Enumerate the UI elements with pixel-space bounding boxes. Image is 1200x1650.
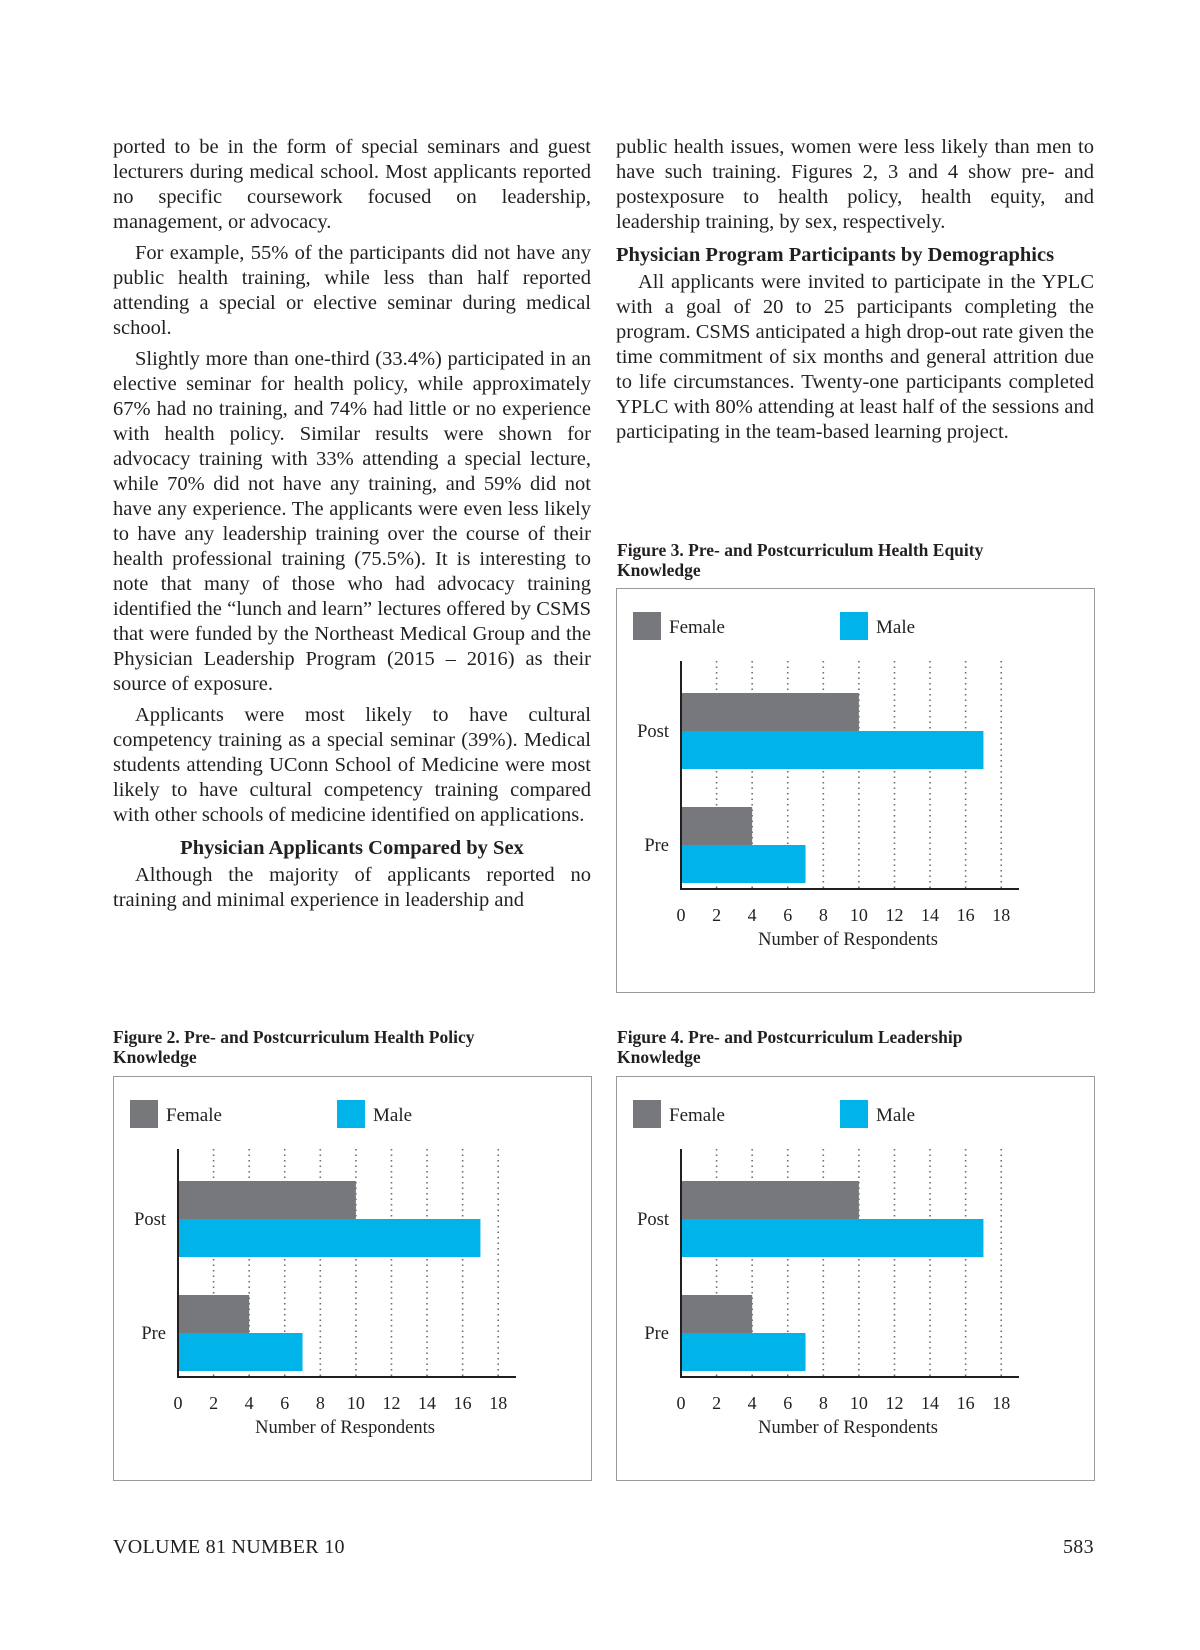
fig3-tick-label-0: 0 [676, 905, 686, 925]
fig4-bar-pre-female [681, 1295, 752, 1333]
left-text-column [113, 135, 591, 913]
fig4-tick-label-16: 16 [956, 1393, 975, 1413]
fig3-tick-label-16: 16 [956, 905, 975, 925]
fig2-bar-pre-male [178, 1333, 303, 1371]
fig3-x-axis-label: Number of Respondents [758, 930, 938, 950]
fig3-tick-label-8: 8 [818, 905, 828, 925]
fig2-tick-label-4: 4 [244, 1393, 254, 1413]
fig3-tick-label-10: 10 [849, 905, 868, 925]
fig4-category-label-post: Post [637, 1210, 669, 1230]
fig2-legend-label-female: Female [166, 1105, 222, 1126]
fig3-category-label-pre: Pre [644, 836, 669, 856]
fig4-x-axis-label: Number of Respondents [758, 1418, 938, 1438]
fig4-legend-swatch-female [633, 1100, 661, 1128]
fig4-legend-label-male: Male [876, 1105, 916, 1126]
fig4-svg [617, 1077, 1094, 1480]
fig2-bar-post-male [178, 1219, 480, 1257]
figure-4-chart [616, 1076, 1095, 1481]
fig2-tick-label-14: 14 [418, 1393, 437, 1413]
section-heading-participants-by-demographics: Physician Program Participants by Demographics [616, 244, 1055, 266]
fig3-category-label-post: Post [637, 722, 669, 742]
right-paragraph-2: All applicants were invited to participate in the YPLC with a goal of 20 to 25 participants completing the program. CSMS anticipated a high drop-out rate given the time commitment of six months and general attrition due to life circumstances. Twenty-one participants completed YPLC with 80% attending at least half of the sessions and participating in the team-based learning project. [616, 271, 1094, 443]
fig3-bar-post-male [681, 731, 983, 769]
figure-2-caption: Figure 2. Pre- and Postcurriculum Health Policy Knowledge [113, 1027, 475, 1067]
fig3-tick-label-2: 2 [712, 905, 722, 925]
fig4-tick-label-10: 10 [849, 1393, 868, 1413]
fig4-tick-label-4: 4 [747, 1393, 757, 1413]
fig4-legend-label-female: Female [669, 1105, 725, 1126]
fig4-legend-swatch-male [840, 1100, 868, 1128]
figure-3-caption: Figure 3. Pre- and Postcurriculum Health Equity Knowledge [617, 540, 984, 580]
fig4-category-label-pre: Pre [644, 1324, 669, 1344]
fig4-tick-label-6: 6 [783, 1393, 793, 1413]
fig3-svg [617, 589, 1094, 992]
left-paragraph-2: For example, 55% of the participants did not have any public health training, while less than half reported attending a special or elective seminar during medical school. [113, 242, 591, 339]
fig3-tick-label-6: 6 [783, 905, 793, 925]
fig4-tick-label-0: 0 [676, 1393, 686, 1413]
fig2-tick-label-16: 16 [453, 1393, 472, 1413]
section-heading-applicants-by-sex: Physician Applicants Compared by Sex [180, 837, 524, 859]
left-paragraph-1: ported to be in the form of special seminars and guest lecturers during medical school. Most applicants reported no specific coursework focused on leadership, management, or advocacy. [113, 136, 591, 233]
figure-3-chart [616, 588, 1095, 993]
fig3-legend-label-male: Male [876, 617, 916, 638]
fig2-svg [114, 1077, 591, 1480]
fig3-legend-swatch-female [633, 612, 661, 640]
fig4-tick-label-8: 8 [818, 1393, 828, 1413]
fig2-x-axis-label: Number of Respondents [255, 1418, 435, 1438]
fig3-legend-label-female: Female [669, 617, 725, 638]
fig2-tick-label-10: 10 [346, 1393, 365, 1413]
fig2-tick-label-0: 0 [173, 1393, 183, 1413]
fig2-tick-label-6: 6 [280, 1393, 290, 1413]
fig3-tick-label-14: 14 [921, 905, 940, 925]
fig4-tick-label-14: 14 [921, 1393, 940, 1413]
left-paragraph-4: Applicants were most likely to have cultural competency training as a special seminar (39%). Medical students attending UConn School of Medicine were most likely to have cultural competency training compared with other schools of medicine identified on applications. [113, 704, 591, 826]
fig3-legend-swatch-male [840, 612, 868, 640]
page-number: 583 [1063, 1536, 1094, 1558]
left-paragraph-3: Slightly more than one-third (33.4%) participated in an elective seminar for health policy, while approximately 67% had no training, and 74% had little or no experience with health policy. Similar results were shown for advocacy training with 33% attending a special lecture, while 70% did not have any training, and 59% did not have any experience. The applicants were even less likely to have any leadership training over the course of their health professional training (75.5%). It is interesting to note that many of those who had advocacy training identified the “lunch and learn” lectures offered by CSMS that were funded by the Northeast Medical Group and the Physician Leadership Program (2015 – 2016) as their source of exposure. [113, 348, 591, 695]
fig2-tick-label-12: 12 [382, 1393, 401, 1413]
right-paragraph-1: public health issues, women were less likely than men to have such training. Figures 2, 3 and 4 show pre- and postexposure to health policy, health equity, and leadership training, by sex, respectively. [616, 136, 1094, 233]
fig2-bar-pre-female [178, 1295, 249, 1333]
right-text-column [616, 135, 1094, 445]
fig4-bar-post-male [681, 1219, 983, 1257]
fig3-tick-label-18: 18 [992, 905, 1011, 925]
journal-volume-footer: VOLUME 81 NUMBER 10 [113, 1536, 345, 1558]
figure-2-chart [113, 1076, 592, 1481]
fig4-tick-label-18: 18 [992, 1393, 1011, 1413]
figure-4-caption: Figure 4. Pre- and Postcurriculum Leadership Knowledge [617, 1027, 963, 1067]
fig3-tick-label-12: 12 [885, 905, 904, 925]
fig4-bar-post-female [681, 1181, 859, 1219]
fig3-bar-post-female [681, 693, 859, 731]
fig2-bar-post-female [178, 1181, 356, 1219]
fig3-tick-label-4: 4 [747, 905, 757, 925]
fig4-tick-label-12: 12 [885, 1393, 904, 1413]
fig2-tick-label-2: 2 [209, 1393, 219, 1413]
fig2-tick-label-8: 8 [315, 1393, 325, 1413]
fig3-bar-pre-female [681, 807, 752, 845]
fig2-tick-label-18: 18 [489, 1393, 508, 1413]
fig2-category-label-pre: Pre [141, 1324, 166, 1344]
fig2-legend-label-male: Male [373, 1105, 413, 1126]
fig4-tick-label-2: 2 [712, 1393, 722, 1413]
fig2-legend-swatch-female [130, 1100, 158, 1128]
fig2-category-label-post: Post [134, 1210, 166, 1230]
fig2-legend-swatch-male [337, 1100, 365, 1128]
left-paragraph-5: Although the majority of applicants reported no training and minimal experience in leadership and [113, 864, 591, 911]
fig4-bar-pre-male [681, 1333, 806, 1371]
fig3-bar-pre-male [681, 845, 806, 883]
